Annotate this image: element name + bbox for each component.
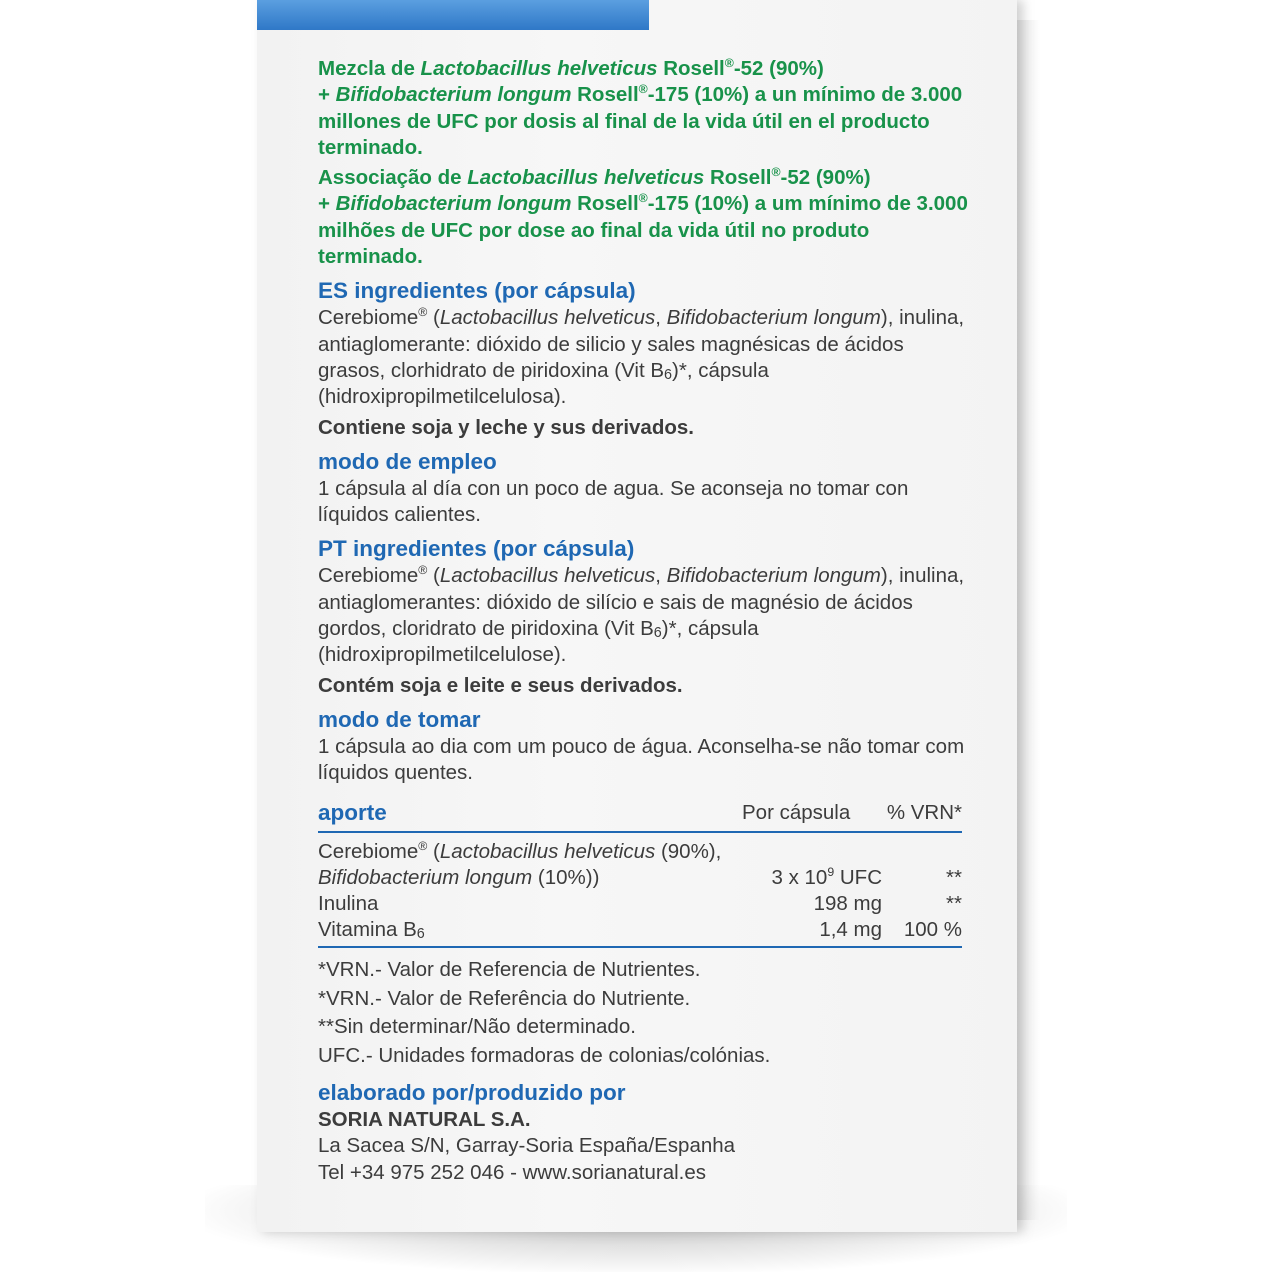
row-amount: 198 mg xyxy=(813,892,882,916)
table-row xyxy=(318,891,962,917)
table-header xyxy=(318,799,962,833)
es-ingredients-text: Cerebiome® (Lactobacillus helveticus, Bifidobacterium longum), inulina, antiaglomerante: dióxido de silicio y sales magnésicas de ácidos grasos, clorhidrato de piridoxina (Vit $B_6)*$, cápsula (hidroxipropilmetilcelulosa). xyxy=(318,305,965,409)
row-name: Vitamina $B_6$ xyxy=(318,918,425,943)
footnote-vrn-es: *VRN.- Valor de Referencia de Nutrientes. xyxy=(318,957,701,981)
es-usage-heading: modo de empleo xyxy=(318,448,497,474)
es-ingredients-heading: ES ingredientes (por cápsula) xyxy=(318,278,636,304)
row-name: Bifidobacterium longum (10%)) xyxy=(318,865,600,889)
blend-es: Mezcla de Lactobacillus helveticus Rosell®-52 (90%) + Bifidobacterium longum Rosell®-175 (10%) a un mínimo de 3.000 millones de UFC por dosis al final de la vida útil en el producto terminado. xyxy=(318,56,963,159)
row-amount: 3 x $10^9$ UFC xyxy=(771,865,882,889)
footnote-ufc: UFC.- Unidades formadoras de colonias/colónias. xyxy=(318,1044,771,1068)
pt-ingredients-heading: PT ingredientes (por cápsula) xyxy=(318,536,635,562)
col-vrn: % VRN* xyxy=(886,801,962,825)
pt-usage-heading: modo de tomar xyxy=(318,706,481,732)
manufacturer-heading: elaborado por/produzido por xyxy=(318,1079,626,1105)
row-vrn: ** xyxy=(946,865,962,889)
footnote-undetermined: **Sin determinar/Não determinado. xyxy=(318,1015,636,1039)
pt-ingredients-text: Cerebiome® (Lactobacillus helveticus, Bifidobacterium longum), inulina, antiaglomerantes: dióxido de silício e sais de magnésio de ácidos gordos, cloridrato de piridoxina (Vit $B_6)*$, cápsula (hidroxipropilmetilcelulose). xyxy=(318,563,965,667)
row-vrn: 100 % xyxy=(903,918,962,942)
es-usage-text: 1 cápsula al día con un poco de agua. Se aconseja no tomar con líquidos calientes. xyxy=(318,476,909,527)
blend-pt: Associação de Lactobacillus helveticus Rosell®-52 (90%) + Bifidobacterium longum Rosell®-175 (10%) a um mínimo de 3.000 milhões de UFC por dose ao final da vida útil no produto terminado. xyxy=(318,165,968,269)
label-content xyxy=(318,56,968,1186)
table-body xyxy=(318,833,962,948)
table-heading: aporte xyxy=(318,800,387,826)
pt-allergens: Contém soja e leite e seus derivados. xyxy=(318,673,683,697)
footnotes xyxy=(318,956,968,1071)
table-row xyxy=(318,839,962,865)
pt-usage-text: 1 cápsula ao dia com um pouco de água. Aconselha-se não tomar com líquidos quentes. xyxy=(318,734,965,785)
row-vrn: ** xyxy=(946,892,962,916)
manufacturer-address: La Sacea S/N, Garray-Soria España/Espanha xyxy=(318,1134,736,1158)
row-name: Inulina xyxy=(318,892,379,916)
row-amount: 1,4 mg xyxy=(819,918,882,942)
probiotic-blend-statement xyxy=(318,56,968,270)
manufacturer-name: SORIA NATURAL S.A. xyxy=(318,1107,531,1131)
top-blue-band xyxy=(257,0,649,30)
col-per-capsule: Por cápsula xyxy=(742,801,851,825)
footnote-vrn-pt: *VRN.- Valor de Referência do Nutriente. xyxy=(318,986,691,1010)
manufacturer-contact: Tel +34 975 252 046 - www.sorianatural.es xyxy=(318,1160,707,1184)
row-name: Cerebiome® (Lactobacillus helveticus (90%), xyxy=(318,838,722,863)
nutrition-table xyxy=(318,799,962,948)
es-allergens: Contiene soja y leche y sus derivados. xyxy=(318,415,694,439)
table-row xyxy=(318,865,962,891)
table-row xyxy=(318,917,962,943)
